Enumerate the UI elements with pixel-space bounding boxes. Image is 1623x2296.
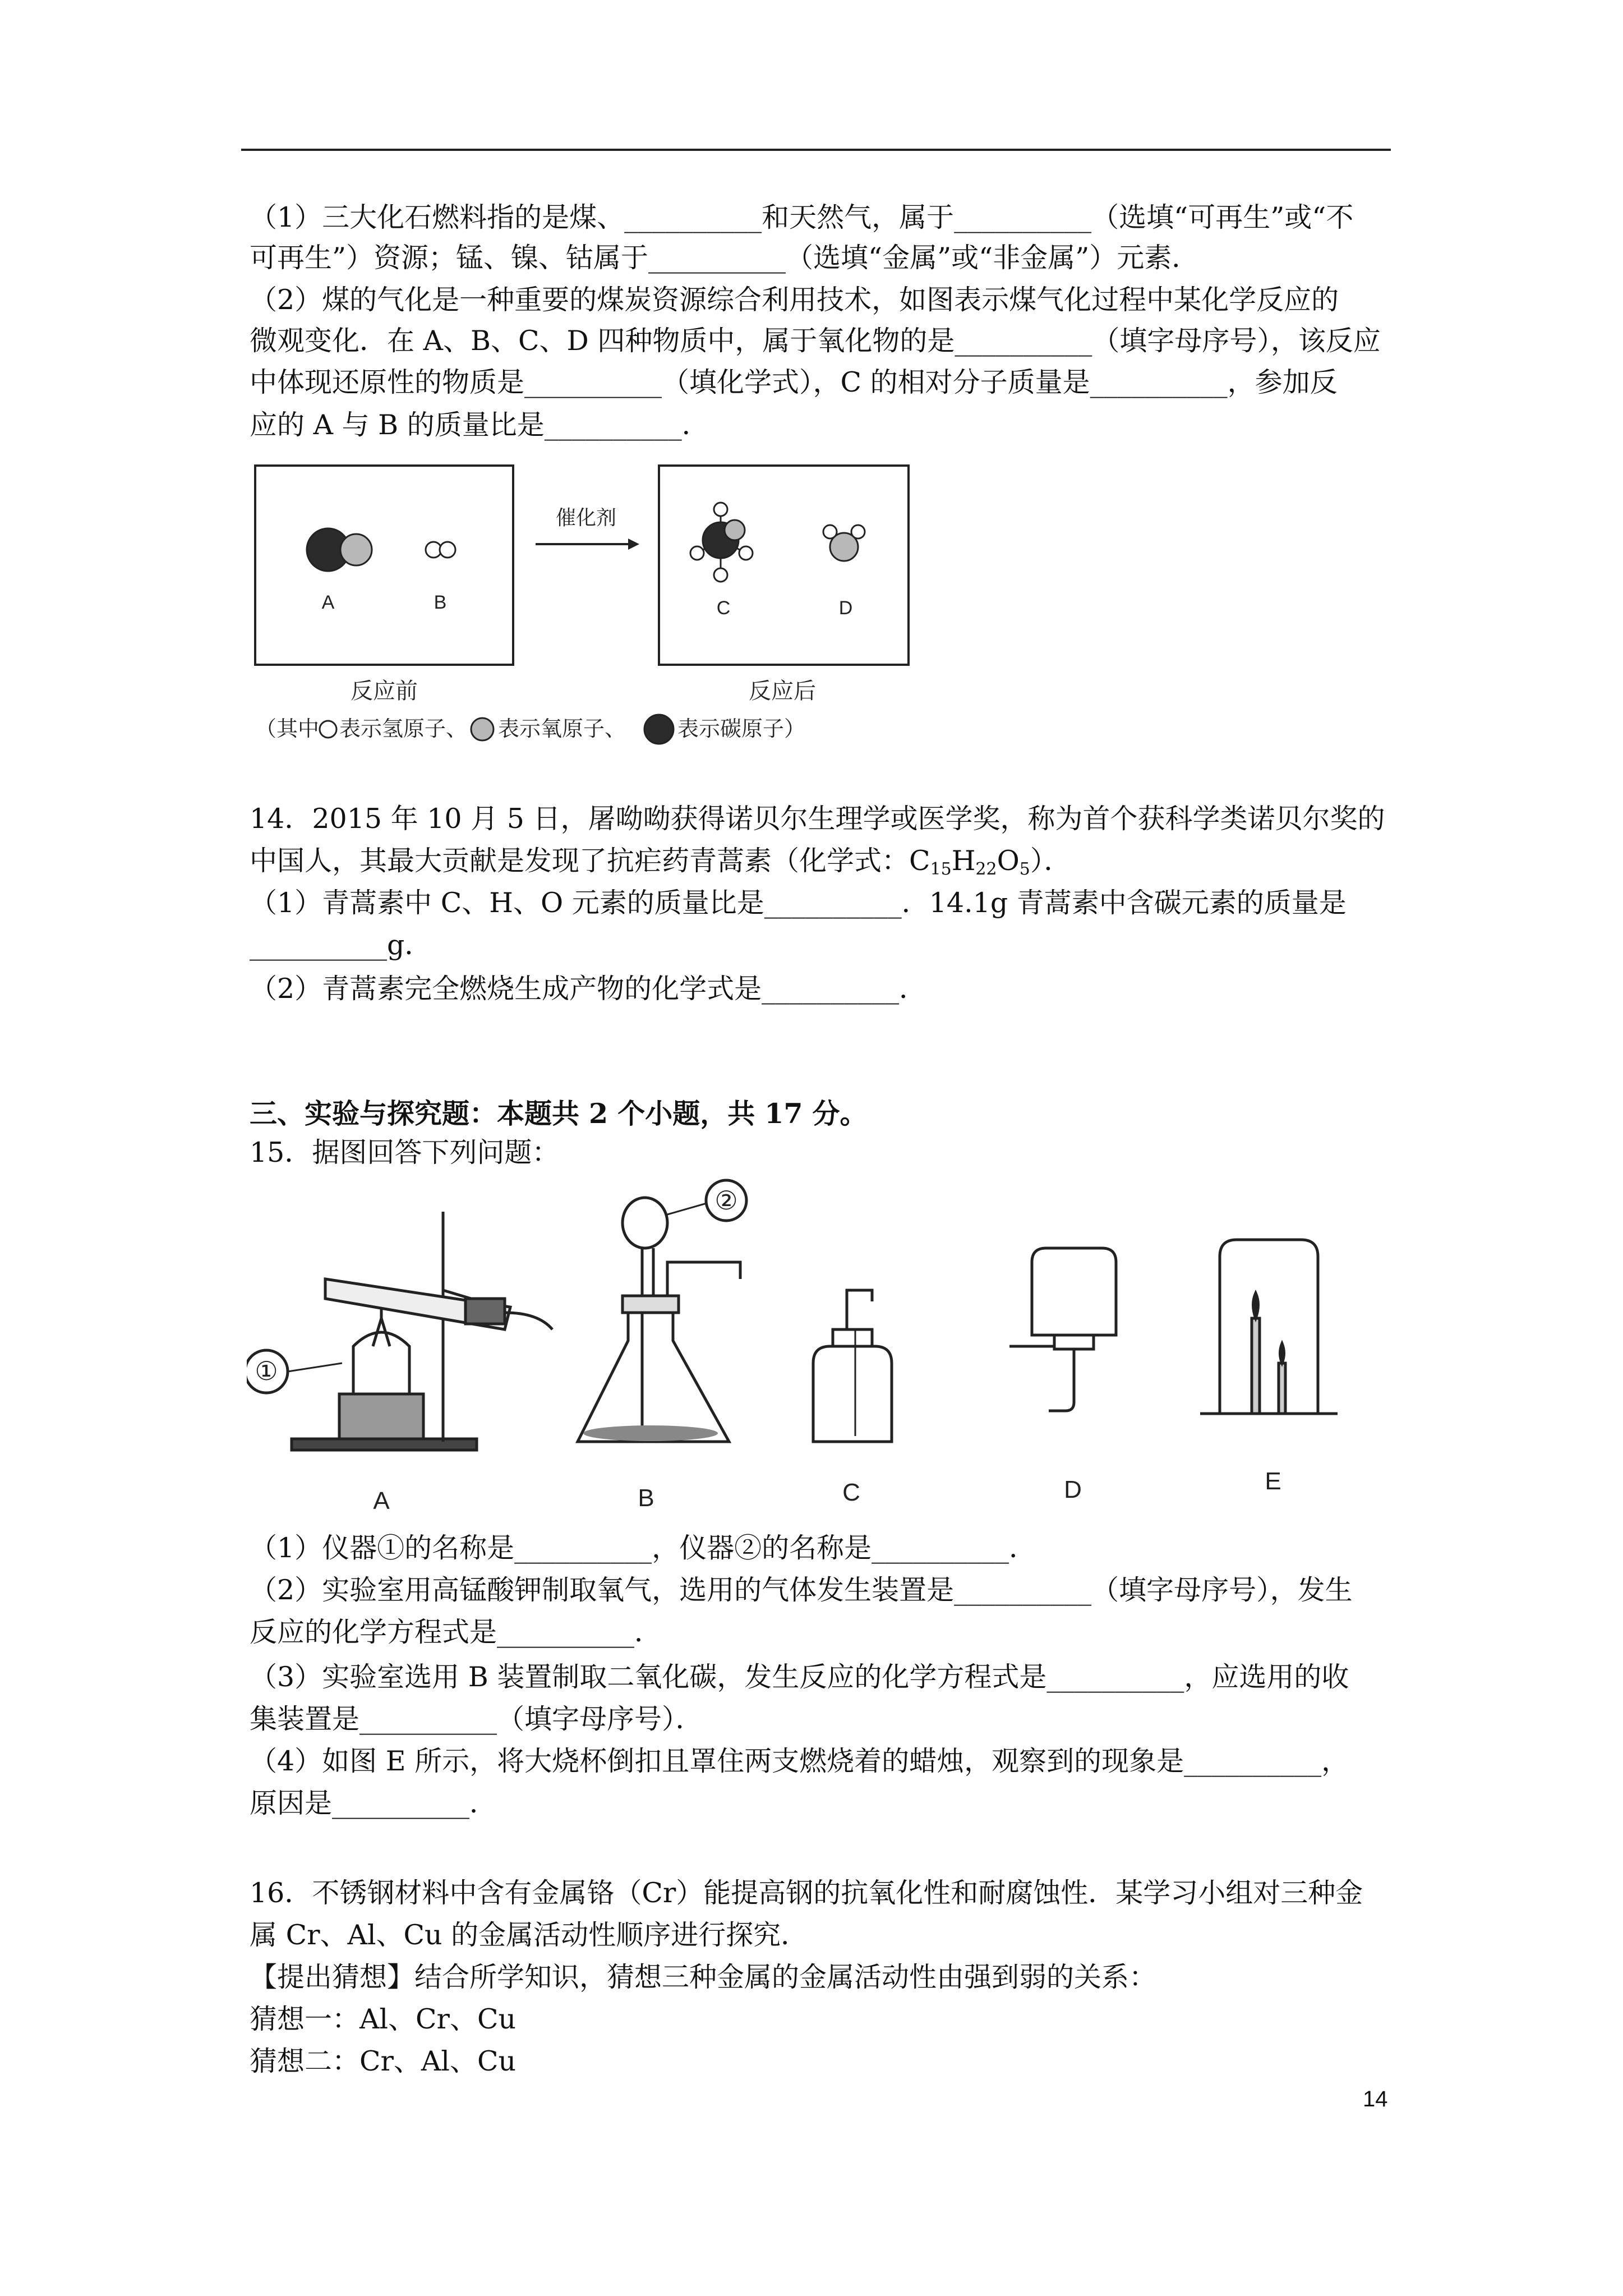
q13-part1-line1: （1）三大化石燃料指的是煤、__________和天然气，属于__________（选填“可再生”或“不 bbox=[250, 201, 1354, 233]
q14-part1-line1: （1）青蒿素中 C、H、O 元素的质量比是__________．14.1g 青蒿素中含碳元素的质量是 bbox=[250, 887, 1347, 919]
legend-text-3: 表示氧原子、 bbox=[498, 717, 626, 741]
q13-part2-line1: （2）煤的气化是一种重要的煤炭资源综合利用技术，如图表示煤气化过程中某化学反应的 bbox=[250, 284, 1339, 316]
molecule-a-oxygen bbox=[340, 534, 372, 565]
label-a: A bbox=[321, 592, 335, 613]
label-b: B bbox=[638, 1484, 654, 1512]
q14-h: H bbox=[951, 845, 976, 877]
label-c: C bbox=[842, 1479, 860, 1506]
q16-hypothesis-prompt: 【提出猜想】结合所学知识，猜想三种金属的金属活动性由强到弱的关系： bbox=[250, 1961, 1157, 1993]
q14-sub-o: 5 bbox=[1019, 859, 1030, 879]
q14-sub-h: 22 bbox=[975, 859, 997, 879]
q14-part2: （2）青蒿素完全燃烧生成产物的化学式是__________． bbox=[250, 973, 927, 1005]
q15-part4-line1: （4）如图 E 所示，将大烧杯倒扣且罩住两支燃烧着的蜡烛，观察到的现象是__________， bbox=[250, 1745, 1349, 1777]
molecule-c-oxygen bbox=[725, 520, 745, 540]
q13-part2-line2: 微观变化．在 A、B、C、D 四种物质中，属于氧化物的是__________（填字母序号），该反应 bbox=[250, 325, 1381, 357]
legend-carbon-icon bbox=[644, 715, 674, 744]
molecule-d-hydrogen-1 bbox=[823, 525, 837, 539]
label-b: B bbox=[434, 592, 447, 613]
catalyst-label: 催化剂 bbox=[555, 506, 617, 529]
label-c: C bbox=[716, 597, 731, 619]
marker-2: ② bbox=[714, 1186, 738, 1215]
q15-part2-line1: （2）实验室用高锰酸钾制取氧气，选用的气体发生装置是__________（填字母序号），发生 bbox=[250, 1574, 1353, 1606]
molecule-c-hydrogen-4 bbox=[714, 568, 727, 582]
q14-line1: 14．2015 年 10 月 5 日，屠呦呦获得诺贝尔生理学或医学奖，称为首个获科学类诺贝尔奖的 bbox=[250, 803, 1385, 835]
q13-part1-line2: 可再生”）资源；锰、镍、钴属于__________（选填“金属”或“非金属”）元素． bbox=[250, 242, 1200, 274]
apparatus-b bbox=[578, 1180, 746, 1442]
q15-prompt: 15．据图回答下列问题： bbox=[250, 1137, 560, 1168]
q15-part1: （1）仪器①的名称是__________，仪器②的名称是__________． bbox=[250, 1532, 1037, 1564]
q13-part2-line4: 应的 A 与 B 的质量比是__________． bbox=[250, 409, 709, 441]
label-a: A bbox=[373, 1487, 390, 1515]
apparatus-figure bbox=[247, 1178, 1402, 1526]
molecule-c-hydrogen-2 bbox=[690, 546, 704, 560]
q15-part4-line2: 原因是__________． bbox=[250, 1787, 497, 1819]
q14-line2-post: ）． bbox=[1030, 845, 1072, 877]
q14-part1-line2: __________g． bbox=[250, 929, 432, 961]
before-box bbox=[255, 466, 513, 665]
molecule-c-hydrogen-1 bbox=[714, 503, 727, 516]
before-caption: 反应前 bbox=[351, 679, 418, 703]
q16-hypothesis-1: 猜想一：Al、Cr、Cu bbox=[250, 2003, 517, 2035]
after-caption: 反应后 bbox=[749, 679, 816, 703]
molecule-b-hydrogen-2 bbox=[440, 542, 455, 558]
q15-part2-line2: 反应的化学方程式是__________． bbox=[250, 1616, 662, 1648]
label-d: D bbox=[1064, 1476, 1082, 1503]
q14-line2-pre: 中国人，其最大贡献是发现了抗疟药青蒿素（化学式：C bbox=[250, 845, 930, 877]
apparatus-a bbox=[247, 1212, 552, 1450]
page-number: 14 bbox=[1363, 2087, 1388, 2111]
legend-oxygen-icon bbox=[471, 718, 494, 740]
q15-part3-line1: （3）实验室选用 B 装置制取二氧化碳，发生反应的化学方程式是__________，应选用的收 bbox=[250, 1661, 1349, 1693]
reaction-figure bbox=[247, 460, 931, 752]
q13-part2-line3: 中体现还原性的物质是__________（填化学式），C 的相对分子质量是__________，参加反 bbox=[250, 366, 1338, 398]
label-e: E bbox=[1265, 1467, 1281, 1495]
q14-o: O bbox=[997, 845, 1020, 877]
label-d: D bbox=[838, 597, 853, 619]
header-rule bbox=[241, 149, 1391, 151]
marker-1: ① bbox=[255, 1356, 278, 1386]
legend-text-2: 表示氢原子、 bbox=[339, 717, 468, 741]
q16-hypothesis-2: 猜想二：Cr、Al、Cu bbox=[250, 2045, 517, 2077]
q16-line1: 16．不锈钢材料中含有金属铬（Cr）能提高钢的抗氧化性和耐腐蚀性．某学习小组对三种金 bbox=[250, 1877, 1363, 1909]
after-box bbox=[659, 466, 909, 665]
q14-sub-c: 15 bbox=[930, 859, 952, 879]
apparatus-c bbox=[813, 1290, 892, 1442]
q16-line2: 属 Cr、Al、Cu 的金属活动性顺序进行探究． bbox=[250, 1919, 809, 1951]
section-3-heading: 三、实验与探究题：本题共 2 个小题，共 17 分。 bbox=[250, 1097, 868, 1130]
apparatus-e bbox=[1200, 1240, 1338, 1414]
reaction-arrow-head bbox=[628, 539, 639, 550]
molecule-c-hydrogen-3 bbox=[739, 546, 753, 560]
molecule-d-hydrogen-2 bbox=[851, 525, 865, 539]
legend-text-4: 表示碳原子） bbox=[677, 717, 806, 741]
q14-line2 bbox=[250, 844, 1071, 878]
legend-hydrogen-icon bbox=[320, 721, 336, 738]
apparatus-d bbox=[1009, 1248, 1116, 1411]
legend-text-1: （其中 bbox=[255, 717, 320, 741]
q15-part3-line2: 集装置是__________（填字母序号）． bbox=[250, 1703, 703, 1735]
